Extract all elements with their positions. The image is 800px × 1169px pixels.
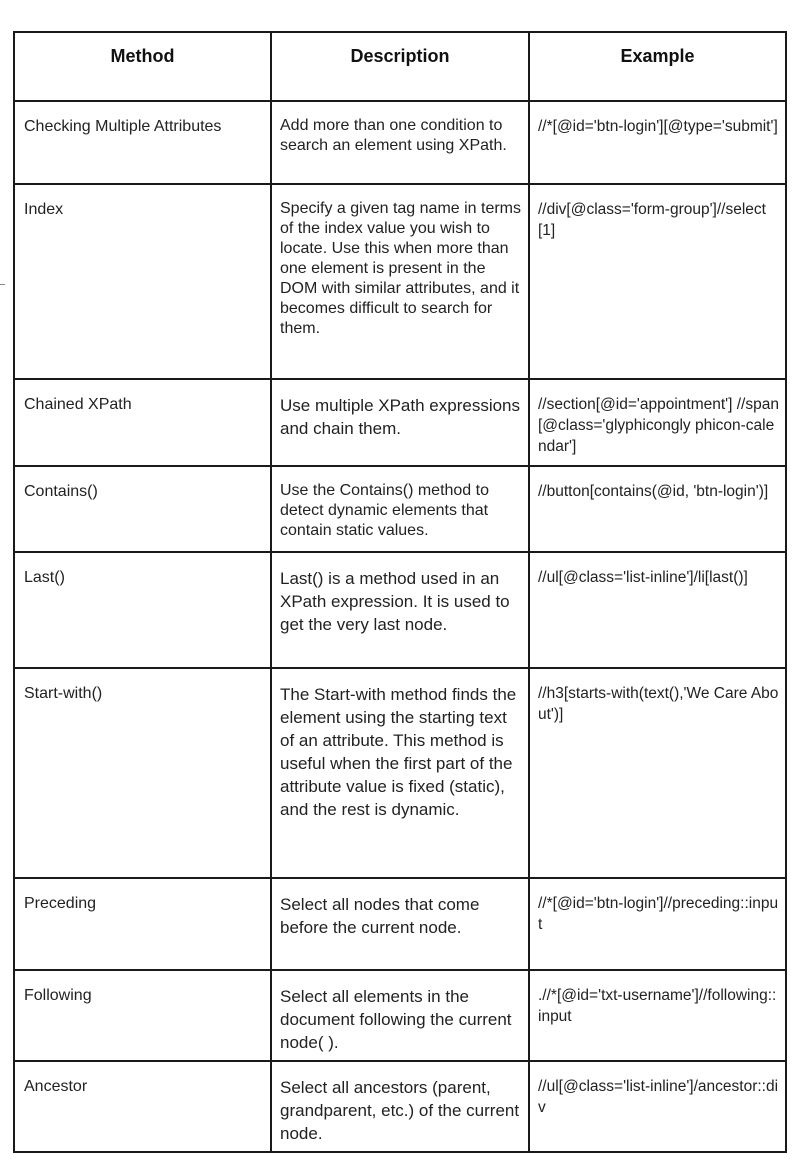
description-cell	[271, 970, 529, 1061]
example-cell	[529, 668, 786, 878]
method-name: Chained XPath	[24, 396, 132, 413]
description-cell	[271, 668, 529, 878]
method-name: Ancestor	[24, 1078, 88, 1095]
example-cell	[529, 379, 786, 466]
table-row	[14, 878, 786, 970]
description-cell	[271, 466, 529, 552]
method-cell	[14, 101, 271, 184]
xpath-example: //section[@id='appointment'] //span[@class='glyphicongly phicon-calendar']	[538, 396, 779, 455]
xpath-example: .//*[@id='txt-username']//following::input	[538, 987, 777, 1025]
table-row	[14, 379, 786, 466]
xpath-example: //*[@id='btn-login'][@type='submit']	[538, 118, 778, 135]
example-cell	[529, 184, 786, 379]
example-cell	[529, 878, 786, 970]
description-cell	[271, 1061, 529, 1152]
method-cell	[14, 668, 271, 878]
method-cell	[14, 970, 271, 1061]
header-example: Example	[529, 32, 786, 101]
method-name: Preceding	[24, 895, 97, 912]
xpath-methods-table	[13, 31, 787, 1153]
header-row	[14, 32, 786, 101]
xpath-example: //*[@id='btn-login']//preceding::input	[538, 895, 779, 933]
description-cell	[271, 552, 529, 668]
method-cell	[14, 878, 271, 970]
header-description: Description	[271, 32, 529, 101]
method-description: Use the Contains() method to detect dynamic elements that contain static values.	[280, 482, 489, 539]
description-cell	[271, 101, 529, 184]
header-method: Method	[14, 32, 271, 101]
method-cell	[14, 1061, 271, 1152]
description-cell	[271, 184, 529, 379]
xpath-example: //div[@class='form-group']//select[1]	[538, 201, 766, 239]
example-cell	[529, 101, 786, 184]
method-name: Following	[24, 987, 92, 1004]
method-description: Last() is a method used in an XPath expression. It is used to get the very last node.	[280, 569, 510, 634]
method-description: Use multiple XPath expressions and chain them.	[280, 396, 521, 438]
method-description: Select all elements in the document following the current node( ).	[280, 987, 512, 1052]
xpath-example: //ul[@class='list-inline']/li[last()]	[538, 569, 748, 586]
table-row	[14, 184, 786, 379]
method-cell	[14, 379, 271, 466]
method-description: The Start-with method finds the element using the starting text of an attribute. This method is useful when the first part of the attribute value is fixed (static), and the rest is dynamic.	[280, 685, 517, 819]
example-cell	[529, 970, 786, 1061]
table-row	[14, 466, 786, 552]
table-row	[14, 101, 786, 184]
description-cell	[271, 379, 529, 466]
example-cell	[529, 1061, 786, 1152]
table-row	[14, 970, 786, 1061]
method-description: Add more than one condition to search an element using XPath.	[280, 117, 507, 154]
xpath-example: //h3[starts-with(text(),'We Care About')]	[538, 685, 779, 723]
xpath-example: //ul[@class='list-inline']/ancestor::div	[538, 1078, 779, 1116]
method-name: Checking Multiple Attributes	[24, 118, 222, 135]
method-cell	[14, 184, 271, 379]
method-name: Index	[24, 201, 64, 218]
margin-dash	[0, 284, 5, 285]
table-row	[14, 552, 786, 668]
example-cell	[529, 466, 786, 552]
method-name: Last()	[24, 569, 65, 586]
method-description: Select all nodes that come before the current node.	[280, 895, 480, 937]
method-cell	[14, 466, 271, 552]
description-cell	[271, 878, 529, 970]
method-description: Select all ancestors (parent, grandparent, etc.) of the current node.	[280, 1078, 520, 1143]
table-row	[14, 668, 786, 878]
method-cell	[14, 552, 271, 668]
table-row	[14, 1061, 786, 1152]
example-cell	[529, 552, 786, 668]
xpath-example: //button[contains(@id, 'btn-login')]	[538, 483, 769, 500]
method-name: Contains()	[24, 483, 98, 500]
method-description: Specify a given tag name in terms of the index value you wish to locate. Use this when more than one element is present in the DOM with similar attributes, and it becomes difficult to search for them.	[280, 200, 522, 337]
method-name: Start-with()	[24, 685, 103, 702]
